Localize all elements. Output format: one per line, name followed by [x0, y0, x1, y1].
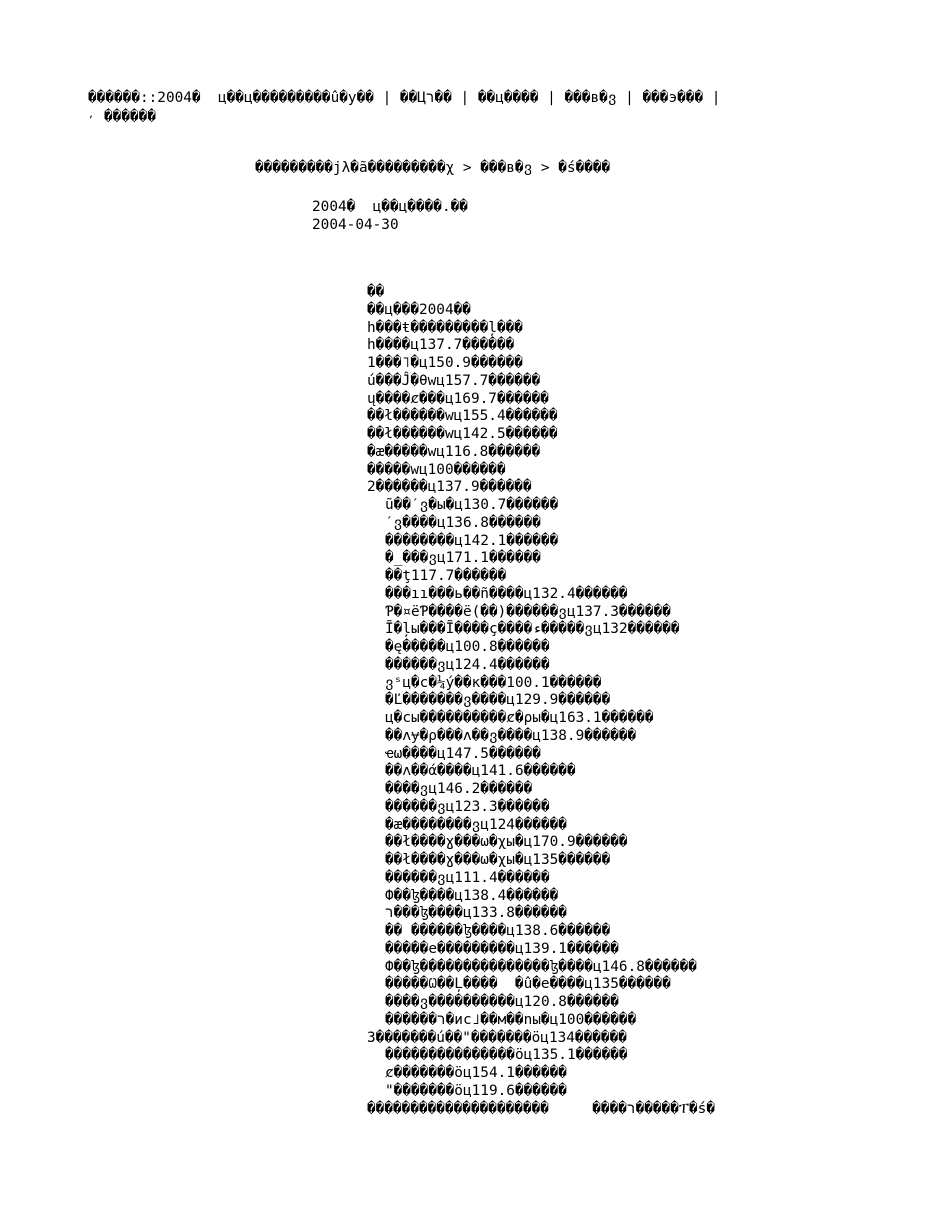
content-line: ��ʌɏ�ρ���ʌ��ვ����ц138.9������: [385, 727, 637, 744]
content-line: ������ვц111.4������: [385, 869, 550, 886]
article-date: 2004-04-30: [312, 217, 399, 233]
content-line: Ф��ɮ����ц138.4������: [385, 887, 559, 904]
content-line: ú���Ĵ�θwц157.7������: [367, 372, 541, 389]
content-line: �Ľ�������ვ����ц129.9������: [385, 692, 611, 709]
content-line: Ĩ�ļы���Ĩ����ç����ء�����ვц132������: [385, 621, 680, 638]
content-line: Ф��ɮ���������������ɮ����ц146.8������: [385, 958, 697, 975]
content-line: �æ�����wц116.8������: [367, 443, 541, 460]
content-line: �_���ვц171.1������: [385, 550, 541, 567]
content-line: ר���ɮ����ц133.8������: [385, 905, 567, 922]
nav-mark: ,: [88, 109, 95, 120]
content-line: ��ц���2004��: [367, 301, 471, 318]
content-line: ��������������������� ����ר�����ፐ�ś�: [367, 1100, 716, 1117]
content-line: ҽω����ц147.5������: [385, 745, 541, 762]
article-title: 2004� ц��ц����.��: [312, 199, 468, 215]
content-line: �����е���������ц139.1������: [385, 940, 619, 957]
site-nav-line[interactable]: ������::2004� ц��ц���������û�у�� | ��Цר�� | ��ц���� | ���в�ვ | ���э��� |: [88, 90, 721, 106]
content-line: ������ვц123.3������: [385, 798, 550, 815]
content-line: 1���˥�ц150.9������: [367, 355, 523, 371]
content-line: ��ʌ��ά����ц141.6������: [385, 763, 576, 780]
content-line: ������ר�ис˩��м��nы�ц100������: [385, 1011, 637, 1028]
content-line: ȼ�������öц154.1������: [385, 1065, 567, 1081]
content-line: ũ��ˊვ�ы�ц130.7������: [385, 497, 559, 513]
content-line: 3�������ú��"�������öц134������: [367, 1029, 627, 1046]
content-line: ц�сы����������ȼ�ρы�ц163.1������: [385, 710, 654, 726]
content-line: ��ł������wц155.4������: [367, 408, 558, 425]
content-line: ˊვ����ц136.8������: [385, 514, 541, 531]
content-line: ვˢц�с�¼ý��к���100.1������: [385, 674, 602, 691]
content-line: ��ł������wц142.5������: [367, 426, 558, 442]
content-line: ����ვц146.2������: [385, 781, 533, 797]
breadcrumb[interactable]: ���������ϳλ�ã���������χ > ���в�ვ > �ś����: [255, 160, 611, 176]
content-line: ��������ц142.1������: [385, 532, 559, 549]
content-line: 2������ц137.9������: [367, 479, 532, 496]
content-line: Ƥ�¤ëƤ����ë(��)������ვц137.3������: [385, 603, 671, 620]
content-line: ���ıı���ь��ñ����ц132.4������: [385, 585, 628, 602]
content-line: �� ������ɮ����ц138.6������: [385, 923, 611, 939]
content-line: "�������öц119.6������: [385, 1082, 567, 1099]
content-line: ��: [367, 284, 385, 300]
content-line: h���ŧ���������ļ���: [367, 319, 523, 336]
content-line: ��ţ117.7������: [385, 568, 507, 584]
article-content: [367, 284, 715, 1118]
content-line: �����Ѡ��Ļ���� �û�е����ц135������: [385, 976, 671, 993]
content-line: ų����ȼ���ц169.7������: [367, 390, 549, 407]
content-line: ������ვц124.4������: [385, 656, 550, 673]
content-line: �ę�����ц100.8������: [385, 639, 550, 655]
content-line: ��ł����ɣ���ω�χы�ц170.9������: [385, 834, 628, 851]
content-line: ����ვ����������ц120.8������: [385, 994, 619, 1010]
content-line: ���������������öц135.1������: [385, 1047, 628, 1064]
content-line: ��ł����ɣ���ω�χы�ц135������: [385, 852, 611, 868]
content-line: �æ��������ვц124������: [385, 816, 567, 833]
content-line: h����ц137.7������: [367, 337, 515, 354]
content-line: �����wц100������: [367, 461, 506, 478]
site-nav-line-continued[interactable]: ������: [104, 109, 156, 125]
